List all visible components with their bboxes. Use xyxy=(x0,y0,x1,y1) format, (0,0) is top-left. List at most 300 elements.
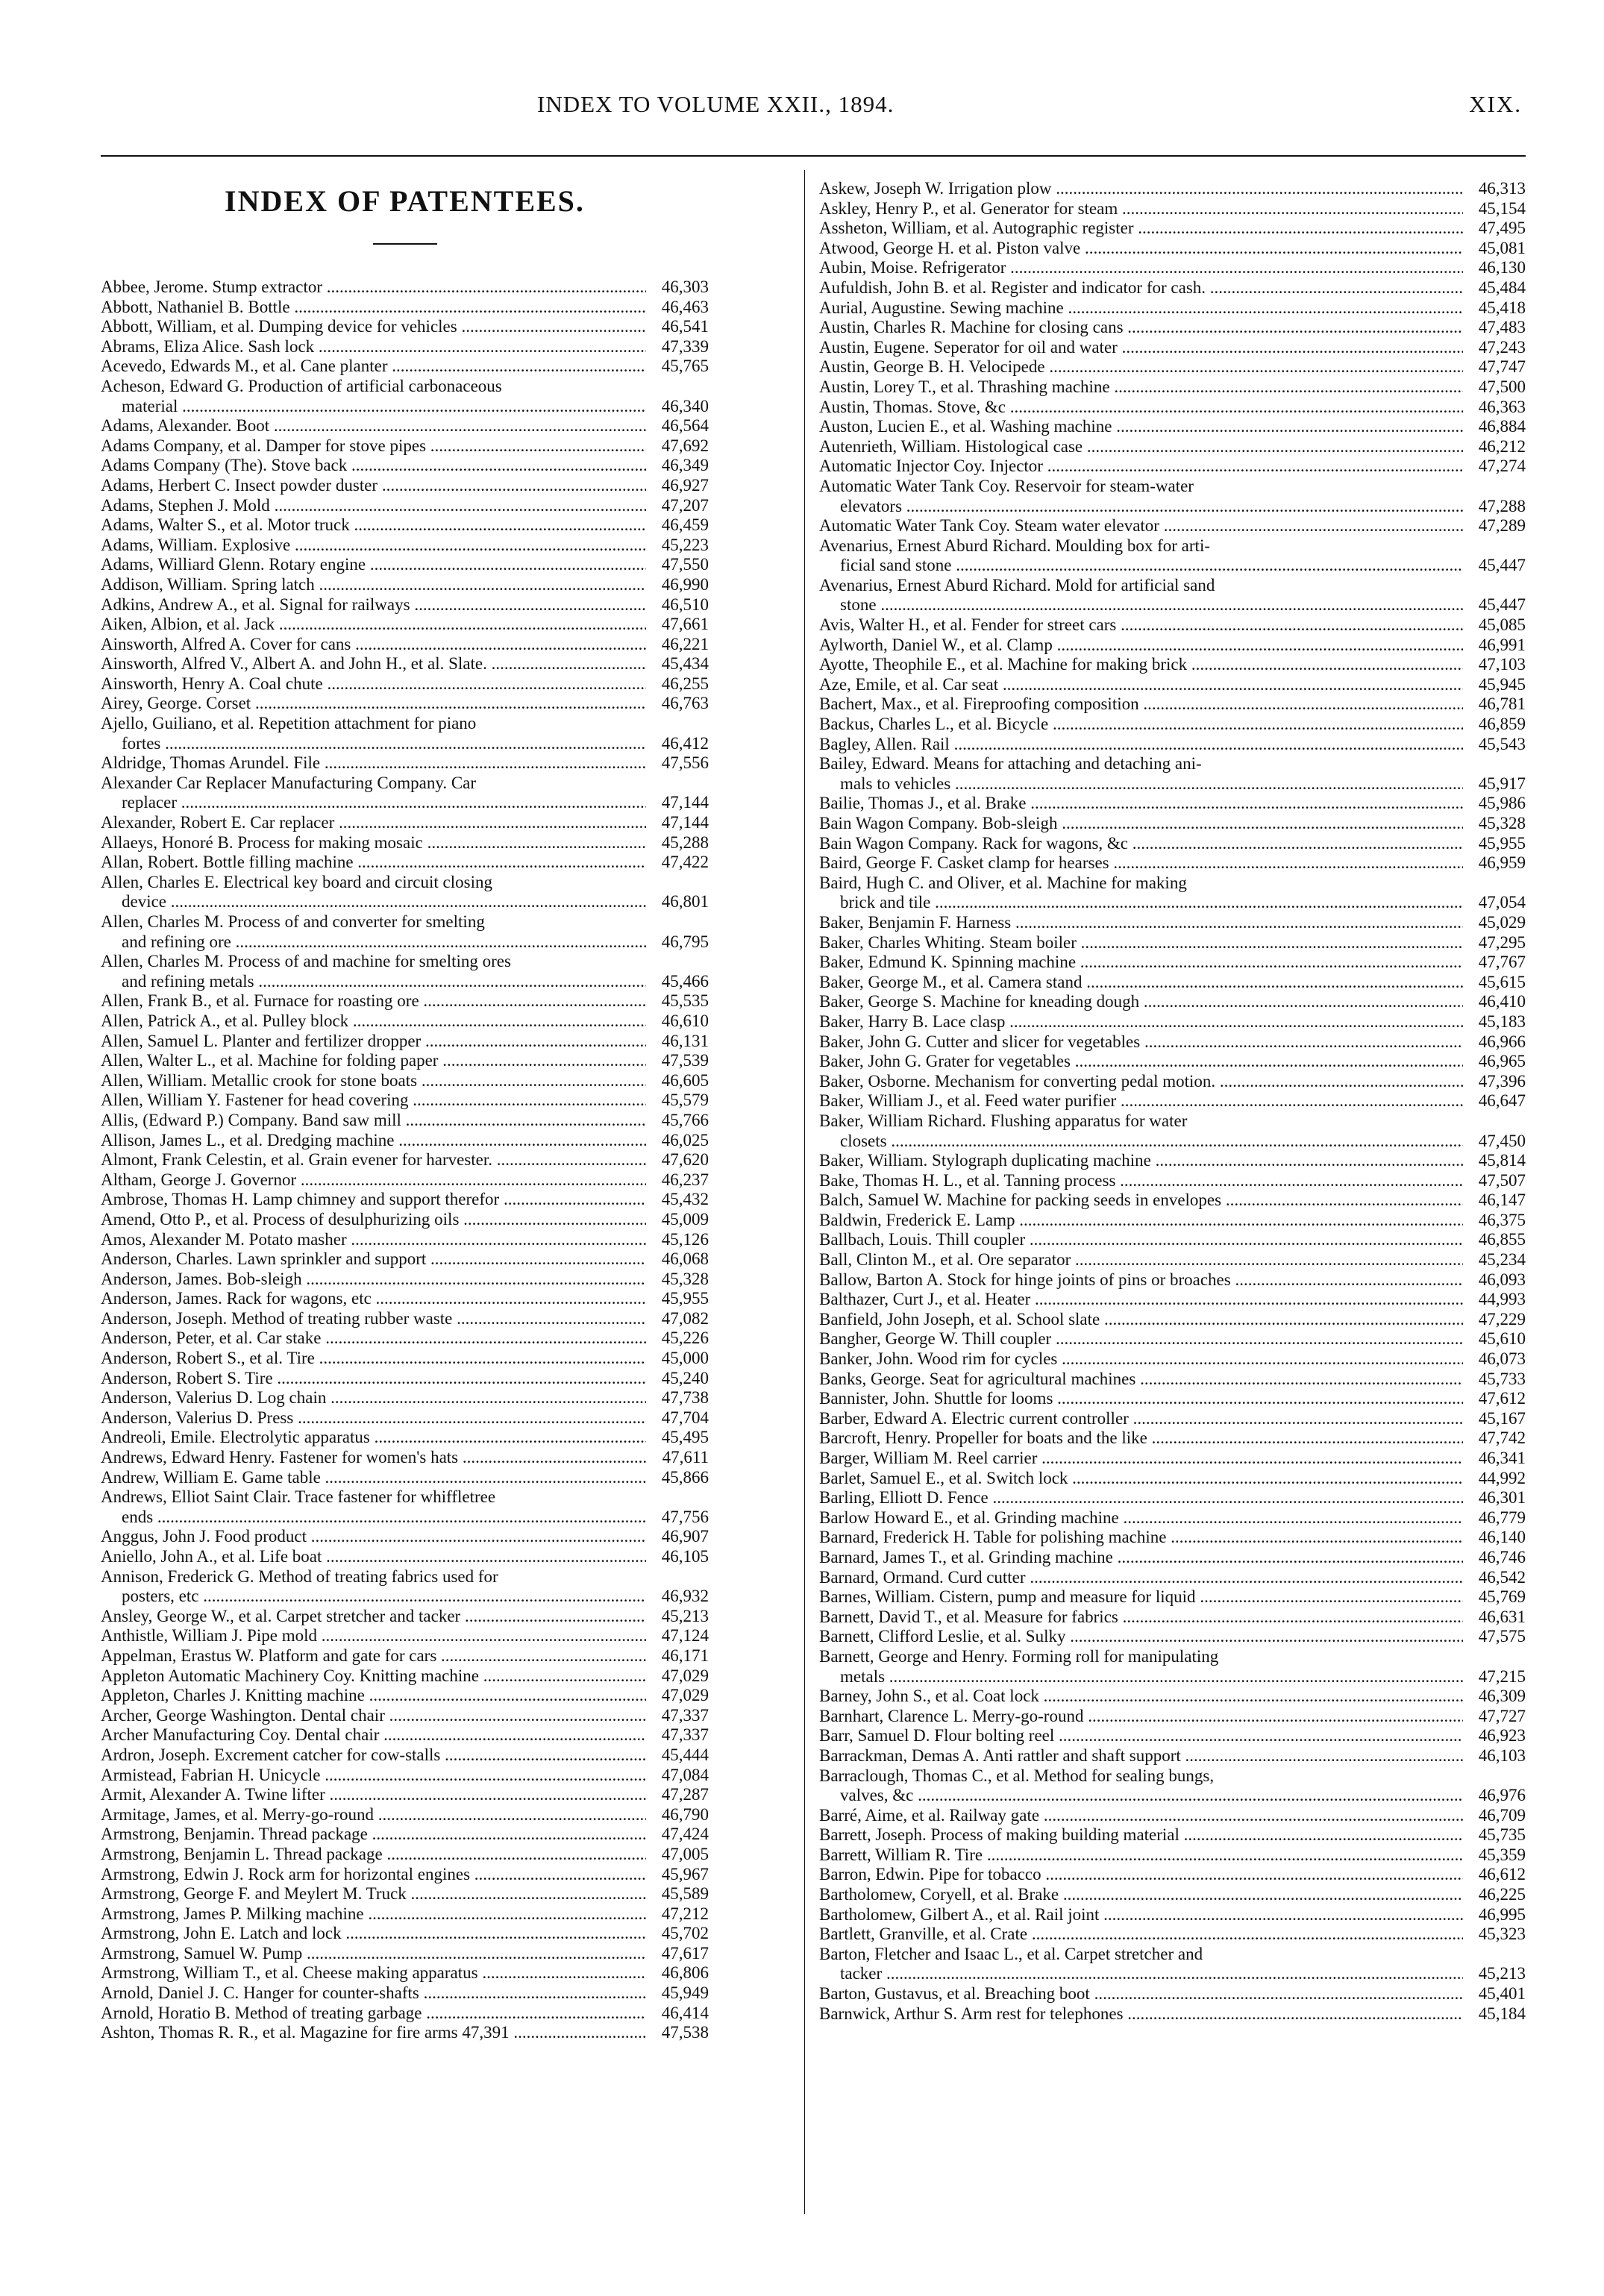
index-entry xyxy=(101,1131,709,1151)
leader-dots xyxy=(1115,1171,1463,1190)
entry-text: Bagley, Allen. Rail xyxy=(819,734,950,753)
leader-dots xyxy=(1099,1905,1463,1924)
leader-dots xyxy=(426,436,646,455)
index-entry xyxy=(819,1409,1526,1429)
leader-dots xyxy=(1052,179,1463,198)
index-entry xyxy=(101,1051,709,1071)
leader-dots xyxy=(1006,258,1463,277)
leader-dots xyxy=(417,1071,646,1090)
patent-number: 46,309 xyxy=(1478,1687,1526,1706)
patent-number: 46,855 xyxy=(1478,1230,1526,1249)
entry-text: Anderson, Robert S. Tire xyxy=(101,1368,273,1387)
index-entry xyxy=(819,1687,1526,1707)
patent-number: 46,991 xyxy=(1478,635,1526,654)
leader-dots xyxy=(1187,655,1463,674)
entry-text: Anthistle, William J. Pipe mold xyxy=(101,1626,317,1646)
index-entry xyxy=(101,456,709,476)
index-entry xyxy=(101,1190,709,1210)
entry-text: Armstrong, Edwin J. Rock arm for horizontal engines xyxy=(101,1864,471,1883)
entry-text: Barraclough, Thomas C., et al. Method for sealing bungs, xyxy=(819,1766,1215,1785)
index-entry xyxy=(101,1527,709,1547)
index-entry xyxy=(819,992,1526,1012)
index-entry xyxy=(819,715,1526,735)
index-entry-continuation xyxy=(101,932,709,953)
index-entry xyxy=(101,317,709,337)
index-entry xyxy=(101,1944,709,1964)
leader-dots xyxy=(1221,1191,1463,1209)
index-entry xyxy=(101,496,709,516)
entry-text: Appelman, Erastus W. Platform and gate for cars xyxy=(101,1646,437,1665)
entry-text: Andrews, Edward Henry. Fastener for women's hats xyxy=(101,1448,459,1467)
entry-text: Armstrong, John E. Latch and lock xyxy=(101,1924,342,1943)
leader-dots xyxy=(302,1944,646,1963)
entry-text: Austin, Eugene. Seperator for oil and water xyxy=(819,337,1118,357)
index-entry xyxy=(819,1349,1526,1370)
index-entry xyxy=(819,953,1526,973)
index-entry-continuation xyxy=(101,1508,709,1528)
leader-dots xyxy=(1196,1587,1463,1606)
leader-dots xyxy=(877,595,1463,614)
entry-text: Acevedo, Edwards M., et al. Cane planter xyxy=(101,357,388,376)
patent-number: 45,085 xyxy=(1478,615,1526,635)
patent-number: 46,171 xyxy=(661,1646,709,1665)
index-entry xyxy=(819,1072,1526,1092)
patent-number: 47,450 xyxy=(1478,1131,1526,1150)
patent-number: 47,727 xyxy=(1478,1706,1526,1725)
patent-number: 46,859 xyxy=(1478,715,1526,734)
index-entry xyxy=(819,655,1526,675)
entry-text: Allen, Patrick A., et al. Pulley block xyxy=(101,1011,349,1030)
index-entry-continuation xyxy=(819,595,1526,615)
leader-dots xyxy=(902,497,1463,515)
entry-text: Backus, Charles L., et al. Bicycle xyxy=(819,715,1049,734)
leader-dots xyxy=(1139,694,1463,713)
patent-number: 46,131 xyxy=(661,1031,709,1050)
patent-number: 46,927 xyxy=(661,475,709,495)
index-entry xyxy=(819,1766,1526,1787)
entry-text: Barnwick, Arthur S. Arm rest for telephones xyxy=(819,2004,1124,2023)
index-entry xyxy=(819,636,1526,656)
patent-number: 46,255 xyxy=(661,674,709,693)
entry-text: Askew, Joseph W. Irrigation plow xyxy=(819,179,1052,198)
index-entry xyxy=(819,318,1526,338)
entry-text: Ajello, Guiliano, et al. Repetition attachment for piano xyxy=(101,714,477,733)
page-header xyxy=(90,91,1522,130)
entry-text: Barber, Edward A. Electric current controller xyxy=(819,1408,1129,1428)
patent-number: 45,401 xyxy=(1478,1984,1526,2004)
entry-text: Aze, Emile, et al. Car seat xyxy=(819,674,999,694)
right-column xyxy=(819,179,1526,2024)
patent-number: 46,093 xyxy=(1478,1270,1526,1289)
leader-dots xyxy=(317,1626,646,1645)
leader-dots xyxy=(364,1904,646,1923)
entry-text: Barlet, Samuel E., et al. Switch lock xyxy=(819,1468,1068,1487)
index-entry xyxy=(819,1548,1526,1568)
patent-number: 45,226 xyxy=(661,1329,709,1348)
entry-text: Banker, John. Wood rim for cycles xyxy=(819,1349,1058,1369)
leader-dots xyxy=(487,654,646,673)
index-entry xyxy=(101,1111,709,1131)
leader-dots xyxy=(275,615,646,633)
leader-dots xyxy=(951,556,1463,574)
entry-continuation-text: material xyxy=(122,396,178,415)
patent-number: 46,221 xyxy=(661,634,709,653)
index-entry-continuation xyxy=(819,556,1526,576)
entry-text: Ballow, Barton A. Stock for hinge joints of pins or broaches xyxy=(819,1270,1231,1289)
entry-text: Baker, Benjamin F. Harness xyxy=(819,912,1012,932)
leader-dots xyxy=(314,337,646,356)
patent-number: 46,976 xyxy=(1478,1786,1526,1805)
index-entry xyxy=(101,1725,709,1745)
index-entry-continuation xyxy=(101,793,709,813)
entry-text: Allen, Frank B., et al. Furnace for roasting ore xyxy=(101,991,419,1011)
leader-dots xyxy=(315,1349,646,1367)
index-entry xyxy=(819,973,1526,993)
index-entry xyxy=(101,1210,709,1230)
patent-number: 46,647 xyxy=(1478,1091,1526,1111)
leader-dots xyxy=(370,1428,646,1446)
patent-number: 45,765 xyxy=(661,357,709,376)
patent-number: 47,483 xyxy=(1478,318,1526,337)
leader-dots xyxy=(1128,834,1463,853)
leader-dots xyxy=(1139,992,1463,1011)
patent-number: 47,617 xyxy=(661,1943,709,1963)
patent-number: 45,288 xyxy=(661,832,709,852)
index-entry xyxy=(819,1726,1526,1746)
patent-number: 46,073 xyxy=(1478,1349,1526,1369)
entry-text: Andrew, William E. Game table xyxy=(101,1467,321,1487)
entry-text: Baker, John G. Grater for vegetables xyxy=(819,1052,1071,1071)
leader-dots xyxy=(998,675,1463,694)
index-entry xyxy=(101,912,709,932)
entry-text: Adams Company, et al. Damper for stove pipes xyxy=(101,436,427,455)
entry-text: Barnett, George and Henry. Forming roll for manipulating xyxy=(819,1646,1219,1666)
patent-number: 45,484 xyxy=(1478,277,1526,297)
entry-continuation-text: elevators xyxy=(840,496,903,515)
leader-dots xyxy=(290,298,646,316)
leader-dots xyxy=(1110,377,1463,396)
patent-number: 46,884 xyxy=(1478,417,1526,436)
entry-text: Bartlett, Granville, et al. Crate xyxy=(819,1925,1028,1944)
entry-continuation-text: valves, &c xyxy=(840,1786,914,1805)
patent-number: 45,967 xyxy=(661,1864,709,1883)
patent-number: 46,564 xyxy=(661,416,709,436)
entry-text: Automatic Water Tank Coy. Steam water elevator xyxy=(819,516,1159,536)
patent-number: 46,763 xyxy=(661,694,709,713)
index-entry xyxy=(819,1984,1526,2004)
entry-text: Barnard, James T., et al. Grinding machine xyxy=(819,1547,1113,1566)
leader-dots xyxy=(1206,278,1463,297)
entry-text: Barrackman, Demas A. Anti rattler and shaft support xyxy=(819,1745,1181,1765)
leader-dots xyxy=(1027,1925,1463,1943)
leader-dots xyxy=(1048,715,1463,733)
leader-dots xyxy=(1026,1568,1463,1587)
entry-text: Ainsworth, Henry A. Coal chute xyxy=(101,674,323,693)
leader-dots xyxy=(930,893,1463,912)
patent-number: 45,589 xyxy=(661,1884,709,1904)
entry-continuation-text: metals xyxy=(840,1666,886,1686)
entry-continuation-text: and refining ore xyxy=(122,932,231,951)
entry-text: Aniello, John A., et al. Life boat xyxy=(101,1547,322,1566)
patent-number: 47,005 xyxy=(661,1844,709,1863)
patent-number: 45,955 xyxy=(661,1289,709,1308)
entry-text: Baird, Hugh C. and Oliver, et al. Machine for making xyxy=(819,873,1187,892)
entry-text: Aurial, Augustine. Sewing machine xyxy=(819,298,1064,317)
leader-dots xyxy=(1124,2004,1463,2023)
patent-number: 46,313 xyxy=(1478,179,1526,198)
index-entry xyxy=(819,1925,1526,1945)
index-entry xyxy=(819,1885,1526,1905)
leader-dots xyxy=(368,1825,646,1843)
header-rule xyxy=(101,155,1526,157)
entry-text: Appleton, Charles J. Knitting machine xyxy=(101,1686,365,1705)
leader-dots xyxy=(457,317,646,336)
index-entry xyxy=(819,357,1526,377)
index-entry xyxy=(101,1270,709,1290)
entry-text: Armstrong, Benjamin. Thread package xyxy=(101,1825,368,1844)
patent-number: 47,287 xyxy=(661,1785,709,1804)
patent-number: 45,495 xyxy=(661,1428,709,1447)
leader-dots xyxy=(1159,516,1463,535)
patent-number: 47,084 xyxy=(661,1765,709,1784)
entry-text: Barron, Edwin. Pipe for tobacco xyxy=(819,1865,1041,1884)
index-entry xyxy=(819,1905,1526,1925)
index-entry xyxy=(101,1448,709,1468)
index-entry xyxy=(819,794,1526,814)
index-entry xyxy=(819,338,1526,358)
entry-text: Bailie, Thomas J., et al. Brake xyxy=(819,794,1027,813)
index-entry xyxy=(819,1647,1526,1667)
patent-number: 47,756 xyxy=(661,1507,709,1526)
leader-dots xyxy=(166,892,646,911)
index-entry xyxy=(819,516,1526,536)
entry-text: Barlow Howard E., et al. Grinding machine xyxy=(819,1508,1119,1527)
leader-dots xyxy=(1113,1548,1463,1566)
entry-text: Baker, George M., et al. Camera stand xyxy=(819,972,1083,991)
leader-dots xyxy=(394,1131,646,1149)
patent-number: 46,923 xyxy=(1478,1726,1526,1745)
entry-text: Balthazer, Curt J., et al. Heater xyxy=(819,1290,1031,1309)
entry-text: Allaeys, Honoré B. Process for making mosaic xyxy=(101,832,423,852)
patent-number: 46,140 xyxy=(1478,1528,1526,1547)
patent-number: 47,215 xyxy=(1478,1666,1526,1686)
entry-text: Aldridge, Thomas Arundel. File xyxy=(101,753,321,773)
patent-number: 47,295 xyxy=(1478,932,1526,952)
index-entry xyxy=(819,1488,1526,1508)
entry-text: Acheson, Edward G. Production of artificial carbonaceous xyxy=(101,376,502,395)
leader-dots xyxy=(1071,1052,1463,1070)
patent-number: 45,328 xyxy=(1478,814,1526,832)
entry-text: Allen, Charles M. Process of and machine for smelting ores xyxy=(101,952,511,971)
patent-number: 45,154 xyxy=(1478,198,1526,218)
index-entry xyxy=(101,1626,709,1646)
index-entry xyxy=(819,437,1526,457)
left-column xyxy=(101,179,709,2043)
entry-text: Austin, Thomas. Stove, &c xyxy=(819,397,1006,416)
entry-text: Addison, William. Spring latch xyxy=(101,574,315,594)
patent-number: 46,610 xyxy=(661,1011,709,1030)
entry-text: Barré, Aime, et al. Railway gate xyxy=(819,1805,1040,1825)
patent-number: 46,363 xyxy=(1478,397,1526,416)
entry-text: Avenarius, Ernest Aburd Richard. Mold for artificial sand xyxy=(819,575,1215,595)
index-entry-continuation xyxy=(101,892,709,912)
leader-dots xyxy=(407,1884,646,1903)
patent-number: 46,781 xyxy=(1478,694,1526,714)
leader-dots xyxy=(885,1667,1463,1686)
entry-text: Adams, Walter S., et al. Motor truck xyxy=(101,515,350,535)
column-divider xyxy=(804,170,805,2214)
leader-dots xyxy=(1215,1072,1463,1091)
patent-number: 47,424 xyxy=(661,1825,709,1844)
patent-number: 47,575 xyxy=(1478,1627,1526,1646)
index-entry-continuation xyxy=(819,497,1526,517)
entry-text: Airey, George. Corset xyxy=(101,694,251,713)
index-entry xyxy=(819,1151,1526,1171)
index-entry xyxy=(101,1468,709,1488)
leader-dots xyxy=(334,813,646,832)
patent-number: 45,466 xyxy=(661,971,709,991)
patent-number: 46,068 xyxy=(661,1249,709,1269)
entry-text: Barnett, David T., et al. Measure for fabrics xyxy=(819,1607,1118,1626)
index-entry xyxy=(101,674,709,694)
leader-dots xyxy=(1064,298,1463,317)
leader-dots xyxy=(1006,398,1463,416)
patent-number: 46,225 xyxy=(1478,1885,1526,1904)
patent-number: 46,790 xyxy=(661,1804,709,1824)
index-entry xyxy=(819,1052,1526,1072)
leader-dots xyxy=(320,1766,646,1784)
entry-text: Armstrong, William T., et al. Cheese making apparatus xyxy=(101,1963,478,1983)
patent-number: 46,541 xyxy=(661,317,709,336)
patent-number: 45,986 xyxy=(1478,794,1526,813)
leader-dots xyxy=(1037,1449,1463,1467)
patent-number: 47,289 xyxy=(1478,516,1526,536)
index-entry xyxy=(101,1785,709,1805)
patent-number: 46,303 xyxy=(661,277,709,296)
index-entry xyxy=(819,219,1526,239)
index-entry xyxy=(819,1508,1526,1528)
leader-dots xyxy=(1080,239,1463,257)
patent-number: 45,579 xyxy=(661,1091,709,1110)
patent-number: 47,243 xyxy=(1478,337,1526,357)
leader-dots xyxy=(177,793,646,812)
leader-dots xyxy=(1124,318,1463,336)
entry-text: Armistead, Fabrian H. Unicycle xyxy=(101,1765,321,1784)
entry-text: Arnold, Horatio B. Method of treating garbage xyxy=(101,2003,422,2022)
entry-continuation-text: stone xyxy=(840,595,877,615)
entry-text: Barnett, Clifford Leslie, et al. Sulky xyxy=(819,1627,1066,1646)
patent-number: 46,542 xyxy=(1478,1567,1526,1587)
entry-text: Adams, William. Explosive xyxy=(101,535,291,554)
index-entry xyxy=(819,1370,1526,1390)
leader-dots xyxy=(989,1488,1463,1507)
index-entry xyxy=(101,1983,709,2004)
index-entry xyxy=(101,853,709,873)
leader-dots xyxy=(354,853,646,871)
leader-dots xyxy=(322,277,646,296)
patent-number: 46,932 xyxy=(661,1587,709,1606)
leader-dots xyxy=(1005,1012,1463,1031)
leader-dots xyxy=(296,1170,646,1189)
entry-text: Barnard, Ormand. Curd cutter xyxy=(819,1567,1026,1587)
patent-number: 45,323 xyxy=(1478,1925,1526,1944)
entry-text: Barton, Gustavus, et al. Breaching boot xyxy=(819,1984,1090,2004)
entry-text: Baird, George F. Casket clamp for hearses xyxy=(819,853,1109,873)
index-entry xyxy=(101,753,709,774)
leader-dots xyxy=(178,397,646,415)
patent-number: 45,814 xyxy=(1478,1151,1526,1170)
entry-continuation-text: tacker xyxy=(840,1964,883,1983)
patent-number: 46,709 xyxy=(1478,1805,1526,1825)
index-entry xyxy=(819,1469,1526,1489)
index-entry xyxy=(101,1607,709,1627)
entry-text: Auston, Lucien E., et al. Washing machine xyxy=(819,417,1112,436)
leader-dots xyxy=(348,1011,646,1030)
entry-text: Abrams, Eliza Alice. Sash lock xyxy=(101,336,315,356)
leader-dots xyxy=(347,456,646,474)
leader-dots xyxy=(323,674,646,693)
index-entry xyxy=(819,1310,1526,1330)
entry-text: Barton, Fletcher and Isaac L., et al. Carpet stretcher and xyxy=(819,1944,1203,1963)
leader-dots xyxy=(421,1032,646,1050)
leader-dots xyxy=(342,1924,646,1942)
leader-dots xyxy=(293,1408,646,1427)
patent-number: 46,510 xyxy=(661,595,709,614)
index-entry xyxy=(819,1250,1526,1270)
leader-dots xyxy=(452,1309,646,1328)
patent-number: 47,661 xyxy=(661,615,709,634)
entry-text: Ball, Clinton M., et al. Ore separator xyxy=(819,1250,1071,1270)
leader-dots xyxy=(419,1983,646,2002)
leader-dots xyxy=(1083,437,1463,456)
leader-dots xyxy=(1054,1726,1463,1745)
leader-dots xyxy=(423,833,646,852)
index-entry xyxy=(101,615,709,635)
page-number: XIX. xyxy=(1469,91,1522,117)
leader-dots xyxy=(1118,338,1463,357)
patent-number: 47,538 xyxy=(661,2023,709,2042)
leader-dots xyxy=(419,991,646,1010)
index-entry xyxy=(101,515,709,536)
index-entry xyxy=(819,398,1526,418)
leader-dots xyxy=(321,1329,646,1347)
leader-dots xyxy=(1039,1806,1463,1825)
index-entry xyxy=(819,1825,1526,1845)
index-entry xyxy=(819,298,1526,319)
patent-number: 45,766 xyxy=(661,1110,709,1129)
patent-number: 46,340 xyxy=(661,396,709,415)
section-title-rule xyxy=(373,243,437,245)
leader-dots xyxy=(377,476,646,495)
entry-text: Allison, James L., et al. Dredging machine xyxy=(101,1130,395,1149)
patent-number: 45,917 xyxy=(1478,774,1526,793)
patent-number: 46,349 xyxy=(661,456,709,475)
patent-number: 45,955 xyxy=(1478,833,1526,853)
patent-number: 46,605 xyxy=(661,1070,709,1090)
patent-number: 46,147 xyxy=(1478,1191,1526,1210)
leader-dots xyxy=(882,1964,1463,1983)
patent-number: 47,507 xyxy=(1478,1170,1526,1190)
entry-text: Bain Wagon Company. Rack for wagons, &c xyxy=(819,833,1128,853)
entry-text: Austin, Charles R. Machine for closing cans xyxy=(819,318,1124,337)
patent-number: 45,535 xyxy=(661,991,709,1011)
index-entry xyxy=(819,1528,1526,1548)
entry-text: Archer, George Washington. Dental chair xyxy=(101,1705,385,1725)
index-entry-continuation xyxy=(819,1132,1526,1152)
leader-dots xyxy=(913,1786,1463,1804)
index-entry xyxy=(819,1845,1526,1866)
leader-dots xyxy=(1059,1885,1463,1904)
